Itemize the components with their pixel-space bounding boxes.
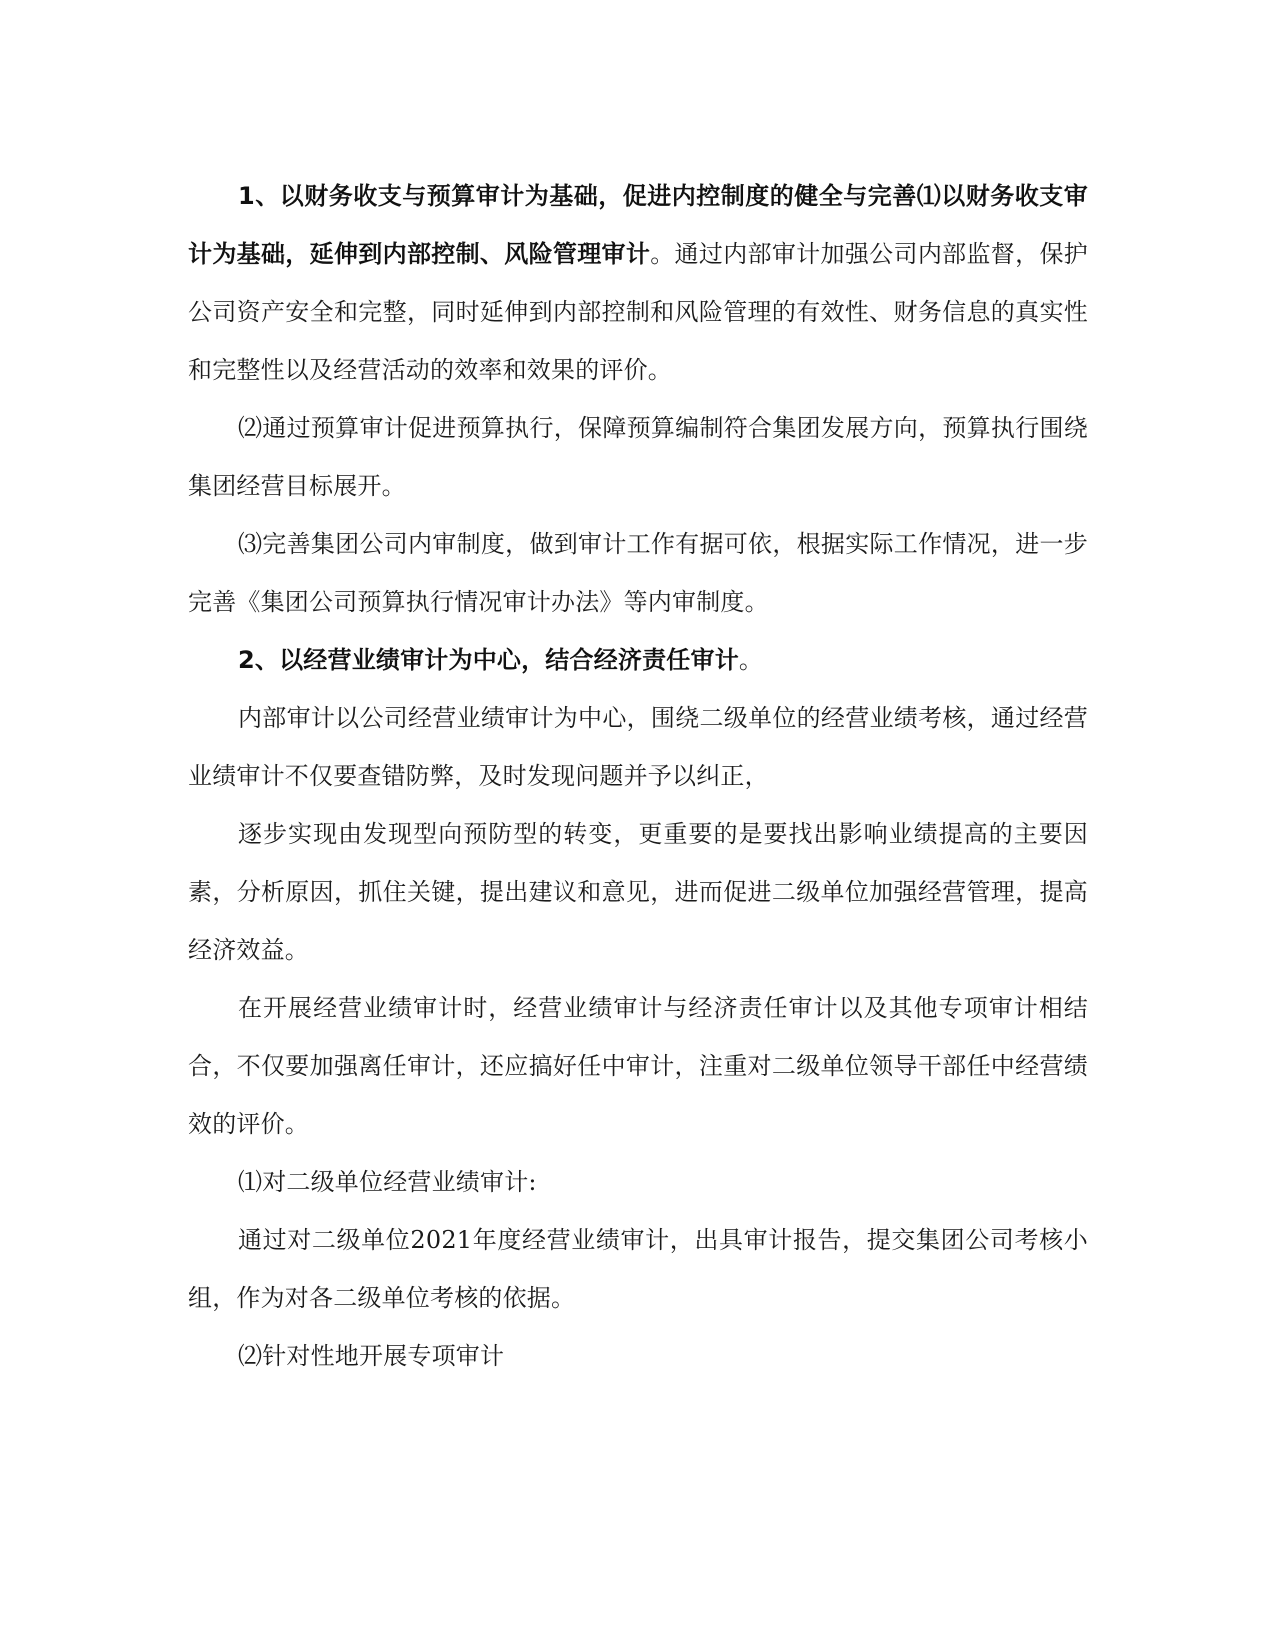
paragraph-7: 在开展经营业绩审计时，经营业绩审计与经济责任审计以及其他专项审计相结合，不仅要加强离任审计，还应搞好任中审计，注重对二级单位领导干部任中经营绩效的评价。 <box>188 994 1088 1138</box>
paragraph-1 <box>188 167 1088 399</box>
paragraph-10: ⑵针对性地开展专项审计 <box>238 1342 505 1370</box>
document-body <box>188 167 1088 1385</box>
paragraph-5: 内部审计以公司经营业绩审计为中心，围绕二级单位的经营业绩考核，通过经营业绩审计不仅要查错防弊，及时发现问题并予以纠正， <box>188 704 1088 790</box>
paragraph-8: ⑴对二级单位经营业绩审计: <box>238 1168 537 1196</box>
paragraph-4-text: 。 <box>738 646 764 674</box>
paragraph-1-text: 。通过内部审计加强公司内部监督，保护公司资产安全和完整，同时延伸到内部控制和风险管理的有效性、财务信息的真实性和完整性以及经营活动的效率和效果的评价。 <box>188 240 1088 384</box>
section-2-heading: 2、以经营业绩审计为中心，结合经济责任审计 <box>238 646 739 674</box>
paragraph-9: 通过对二级单位2021年度经营业绩审计，出具审计报告，提交集团公司考核小组，作为对各二级单位考核的依据。 <box>188 1226 1088 1312</box>
paragraph-6: 逐步实现由发现型向预防型的转变，更重要的是要找出影响业绩提高的主要因素，分析原因，抓住关键，提出建议和意见，进而促进二级单位加强经营管理，提高经济效益。 <box>188 820 1088 964</box>
paragraph-3: ⑶完善集团公司内审制度，做到审计工作有据可依，根据实际工作情况，进一步完善《集团公司预算执行情况审计办法》等内审制度。 <box>188 530 1088 616</box>
paragraph-4 <box>188 631 1088 689</box>
section-1-heading: 1、以财务收支与预算审计为基础，促进内控制度的健全与完善⑴以财务收支审计为基础，延伸到内部控制、风险管理审计 <box>188 182 1088 268</box>
paragraph-2: ⑵通过预算审计促进预算执行，保障预算编制符合集团发展方向，预算执行围绕集团经营目标展开。 <box>188 414 1088 500</box>
